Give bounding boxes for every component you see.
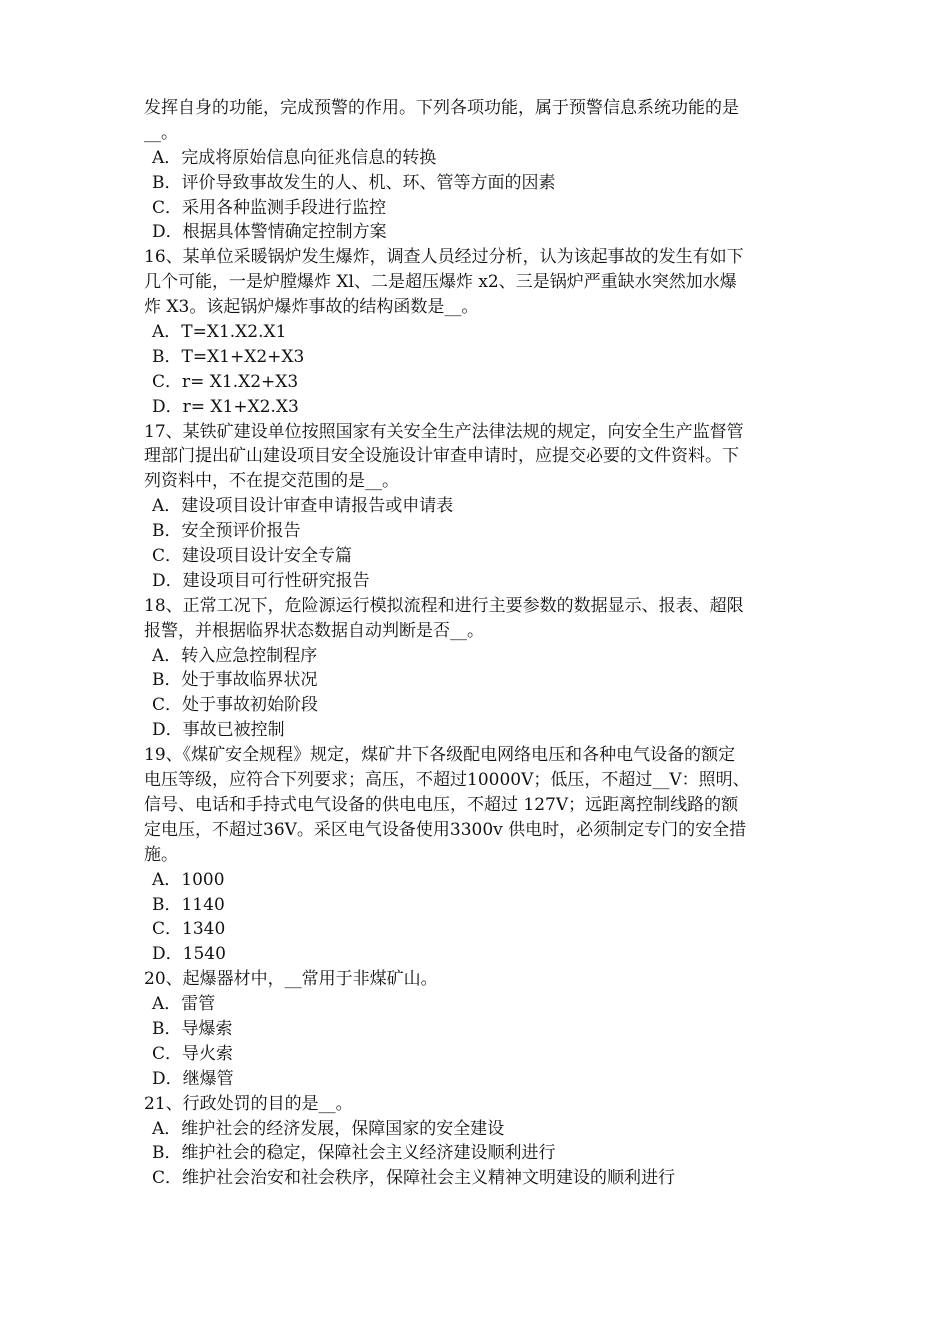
answer-option-line: C．采用各种监测手段进行监控 bbox=[152, 197, 387, 218]
question-text-line: 列资料中，不在提交范围的是__。 bbox=[144, 471, 399, 492]
answer-option-line: D．建设项目可行性研究报告 bbox=[152, 570, 370, 591]
question-text-line: 信号、电话和手持式电气设备的供电电压，不超过 127V；远距离控制线路的额 bbox=[144, 794, 739, 815]
answer-option-line: B．导爆索 bbox=[152, 1018, 233, 1039]
question-text-line: 19、《煤矿安全规程》规定，煤矿井下各级配电网络电压和各种电气设备的额定 bbox=[144, 745, 736, 766]
question-text-line: 21、行政处罚的目的是__。 bbox=[144, 1093, 353, 1114]
answer-option-line: C．处于事故初始阶段 bbox=[152, 695, 319, 716]
answer-option-line: C．r= X1.X2+X3 bbox=[152, 371, 299, 392]
answer-option-line: D．r= X1+X2.X3 bbox=[152, 396, 299, 417]
answer-option-line: B．T=X1+X2+X3 bbox=[152, 346, 305, 367]
question-text-line: __。 bbox=[144, 122, 178, 143]
answer-option-line: B．维护社会的稳定，保障社会主义经济建设顺利进行 bbox=[152, 1143, 556, 1164]
answer-option-line: D．事故已被控制 bbox=[152, 720, 285, 741]
answer-option-line: C．维护社会治安和社会秩序，保障社会主义精神文明建设的顺利进行 bbox=[152, 1168, 676, 1189]
answer-option-line: A．维护社会的经济发展，保障国家的安全建设 bbox=[152, 1118, 505, 1139]
answer-option-line: D．根据具体警情确定控制方案 bbox=[152, 222, 387, 243]
answer-option-line: A．完成将原始信息向征兆信息的转换 bbox=[152, 147, 437, 168]
answer-option-line: A．1000 bbox=[152, 869, 225, 890]
answer-option-line: B．1140 bbox=[152, 894, 225, 915]
question-text-line: 20、起爆器材中，__常用于非煤矿山。 bbox=[144, 969, 438, 990]
question-text-line: 18、正常工况下，危险源运行模拟流程和进行主要参数的数据显示、报表、超限 bbox=[144, 595, 744, 616]
document-page bbox=[144, 96, 816, 1191]
question-text-line: 施。 bbox=[144, 844, 178, 865]
question-text-line: 17、某铁矿建设单位按照国家有关安全生产法律法规的规定，向安全生产监督管 bbox=[144, 421, 744, 442]
question-text-line: 炸 X3。该起锅炉爆炸事故的结构函数是__。 bbox=[144, 297, 479, 318]
question-text-line: 几个可能，一是炉膛爆炸 Xl、二是超压爆炸 x2、三是锅炉严重缺水突然加水爆 bbox=[144, 272, 737, 293]
answer-option-line: C．建设项目设计安全专篇 bbox=[152, 546, 353, 567]
question-text-line: 16、某单位采暖锅炉发生爆炸，调查人员经过分析，认为该起事故的发生有如下 bbox=[144, 247, 744, 268]
answer-option-line: B．安全预评价报告 bbox=[152, 521, 301, 542]
answer-option-line: D．1540 bbox=[152, 944, 226, 965]
question-text-line: 电压等级，应符合下列要求；高压，不超过10000V；低压，不超过__V：照明、 bbox=[144, 770, 750, 791]
answer-option-line: D．继爆管 bbox=[152, 1068, 234, 1089]
answer-option-line: A．转入应急控制程序 bbox=[152, 645, 318, 666]
question-text-line: 理部门提出矿山建设项目安全设施设计审查申请时，应提交必要的文件资料。下 bbox=[144, 446, 739, 467]
answer-option-line: C．导火索 bbox=[152, 1043, 234, 1064]
question-text-line: 报警，并根据临界状态数据自动判断是否__。 bbox=[144, 620, 484, 641]
question-text-line: 发挥自身的功能，完成预警的作用。下列各项功能，属于预警信息系统功能的是 bbox=[144, 98, 739, 118]
answer-option-line: A．建设项目设计审查申请报告或申请表 bbox=[152, 496, 454, 517]
answer-option-line: A．T=X1.X2.X1 bbox=[152, 322, 287, 343]
answer-option-line: A．雷管 bbox=[152, 994, 216, 1015]
question-text-line: 定电压，不超过36V。采区电气设备使用3300v 供电时，必须制定专门的安全措 bbox=[144, 819, 747, 840]
document-body bbox=[144, 96, 816, 1191]
answer-option-line: B．处于事故临界状况 bbox=[152, 670, 318, 691]
answer-option-line: C．1340 bbox=[152, 919, 226, 940]
answer-option-line: B．评价导致事故发生的人、机、环、管等方面的因素 bbox=[152, 172, 556, 193]
